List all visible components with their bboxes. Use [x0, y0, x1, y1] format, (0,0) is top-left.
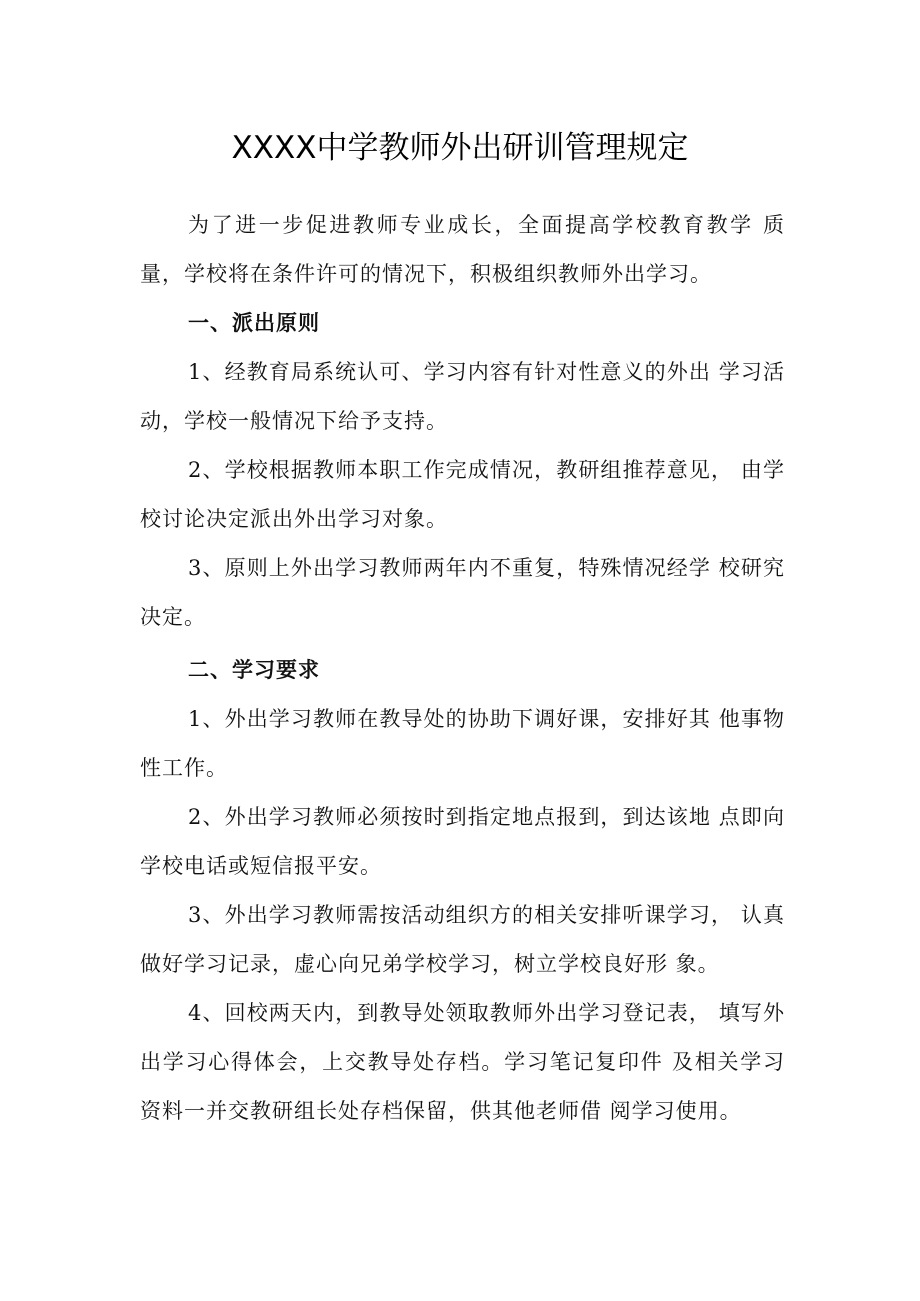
requirement-item-1: 1、外出学习教师在教导处的协助下调好课，安排好其 他事物性工作。 — [140, 707, 785, 780]
document-title: XXXX中学教师外出研训管理规定 — [231, 130, 689, 166]
requirement-item-4: 4、回校两天内，到教导处领取教师外出学习登记表， 填写外出学习心得体会，上交教导处存档。学习笔记复印件 及相关学习资料一并交教研组长处存档保留，供其他老师借 阅学习使用。 — [140, 1001, 785, 1123]
section-heading-principles: 一、派出原则 — [188, 311, 320, 335]
principle-item-3: 3、原则上外出学习教师两年内不重复，特殊情况经学 校研究决定。 — [140, 556, 785, 629]
intro-paragraph: 为了进一步促进教师专业成长，全面提高学校教育教学 质量，学校将在条件许可的情况下，积极组织教师外出学习。 — [140, 213, 785, 286]
requirement-item-3: 3、外出学习教师需按活动组织方的相关安排听课学习， 认真做好学习记录，虚心向兄弟学校学习，树立学校良好形 象。 — [140, 903, 785, 976]
section-heading-requirements: 二、学习要求 — [188, 658, 320, 682]
requirement-item-2: 2、外出学习教师必须按时到指定地点报到，到达该地 点即向学校电话或短信报平安。 — [140, 805, 785, 878]
principle-item-1: 1、经教育局系统认可、学习内容有针对性意义的外出 学习活动，学校一般情况下给予支持。 — [140, 360, 785, 433]
principle-item-2: 2、学校根据教师本职工作完成情况，教研组推荐意见， 由学校讨论决定派出外出学习对象。 — [140, 458, 785, 531]
document-body — [140, 201, 785, 1136]
